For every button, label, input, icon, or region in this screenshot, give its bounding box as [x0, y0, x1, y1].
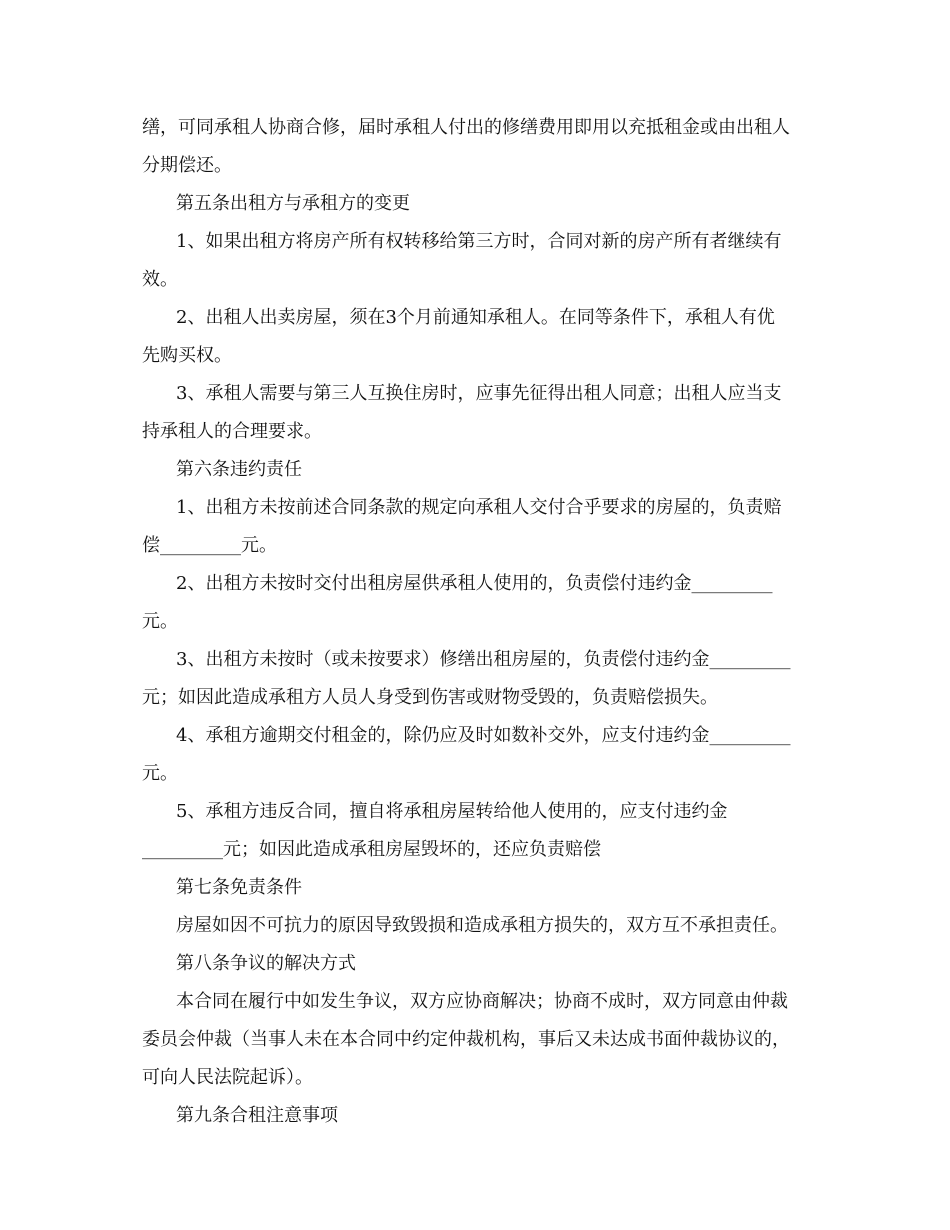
section-heading: 第六条违约责任	[176, 459, 302, 480]
section-heading: 第七条免责条件	[176, 877, 302, 898]
body-text-line: 房屋如因不可抗力的原因导致毁损和造成承租方损失的，双方互不承担责任。	[176, 915, 788, 936]
body-text-line: 先购买权。	[142, 345, 232, 366]
line-text: 4、承租方逾期交付租金的，除仍应及时如数补交外，应支付违约金	[176, 725, 710, 746]
body-text-line: 5、承租方违反合同，擅自将承租房屋转给他人使用的，应支付违约金	[176, 801, 728, 822]
body-text-line: 分期偿还。	[142, 155, 232, 176]
body-text-line: 1、如果出租方将房产所有权转移给第三方时，合同对新的房产所有者继续有	[176, 231, 782, 252]
line-text: 元；如因此造成承租房屋毁坏的，还应负责赔偿	[223, 839, 601, 860]
fill-in-blank: _________	[142, 839, 223, 860]
body-text-line: 持承租人的合理要求。	[142, 421, 322, 442]
section-heading: 第五条出租方与承租方的变更	[176, 193, 410, 214]
line-text: 2、出租方未按时交付出租房屋供承租人使用的，负责偿付违约金	[176, 573, 692, 594]
body-text-line: 元。	[142, 611, 178, 632]
section-heading: 第九条合租注意事项	[176, 1105, 338, 1126]
line-text: 元。	[241, 535, 277, 556]
fill-in-blank: _________	[709, 649, 791, 670]
body-text-line: 效。	[142, 269, 178, 290]
fill-in-blank: _________	[709, 725, 791, 746]
fill-in-blank: _________	[691, 573, 773, 594]
body-text-line	[176, 648, 790, 672]
body-text-line: 2、出租人出卖房屋，须在3个月前通知承租人。在同等条件下，承租人有优	[176, 307, 775, 328]
section-heading: 第八条争议的解决方式	[176, 953, 356, 974]
body-text-line	[176, 572, 772, 596]
body-text-line	[176, 724, 790, 748]
body-text-line: 可向人民法院起诉）。	[142, 1067, 313, 1088]
body-text-line: 缮，可同承租人协商合修，届时承租人付出的修缮费用即用以充抵租金或由出租人	[142, 117, 790, 138]
body-text-line: 元。	[142, 763, 178, 784]
fill-in-blank: _________	[160, 535, 241, 556]
line-text: 3、出租方未按时（或未按要求）修缮出租房屋的，负责偿付违约金	[176, 649, 710, 670]
body-text-line	[142, 838, 601, 862]
body-text-line: 委员会仲裁（当事人未在本合同中约定仲裁机构，事后又未达成书面仲裁协议的，	[142, 1029, 790, 1050]
body-text-line	[142, 534, 277, 558]
body-text-line: 本合同在履行中如发生争议，双方应协商解决；协商不成时，双方同意由仲裁	[176, 991, 788, 1012]
line-text: 偿	[142, 535, 160, 556]
body-text-line: 元；如因此造成承租方人员人身受到伤害或财物受毁的，负责赔偿损失。	[142, 687, 718, 708]
body-text-line: 3、承租人需要与第三人互换住房时，应事先征得出租人同意；出租人应当支	[176, 383, 782, 404]
body-text-line: 1、出租方未按前述合同条款的规定向承租人交付合乎要求的房屋的，负责赔	[176, 497, 782, 518]
